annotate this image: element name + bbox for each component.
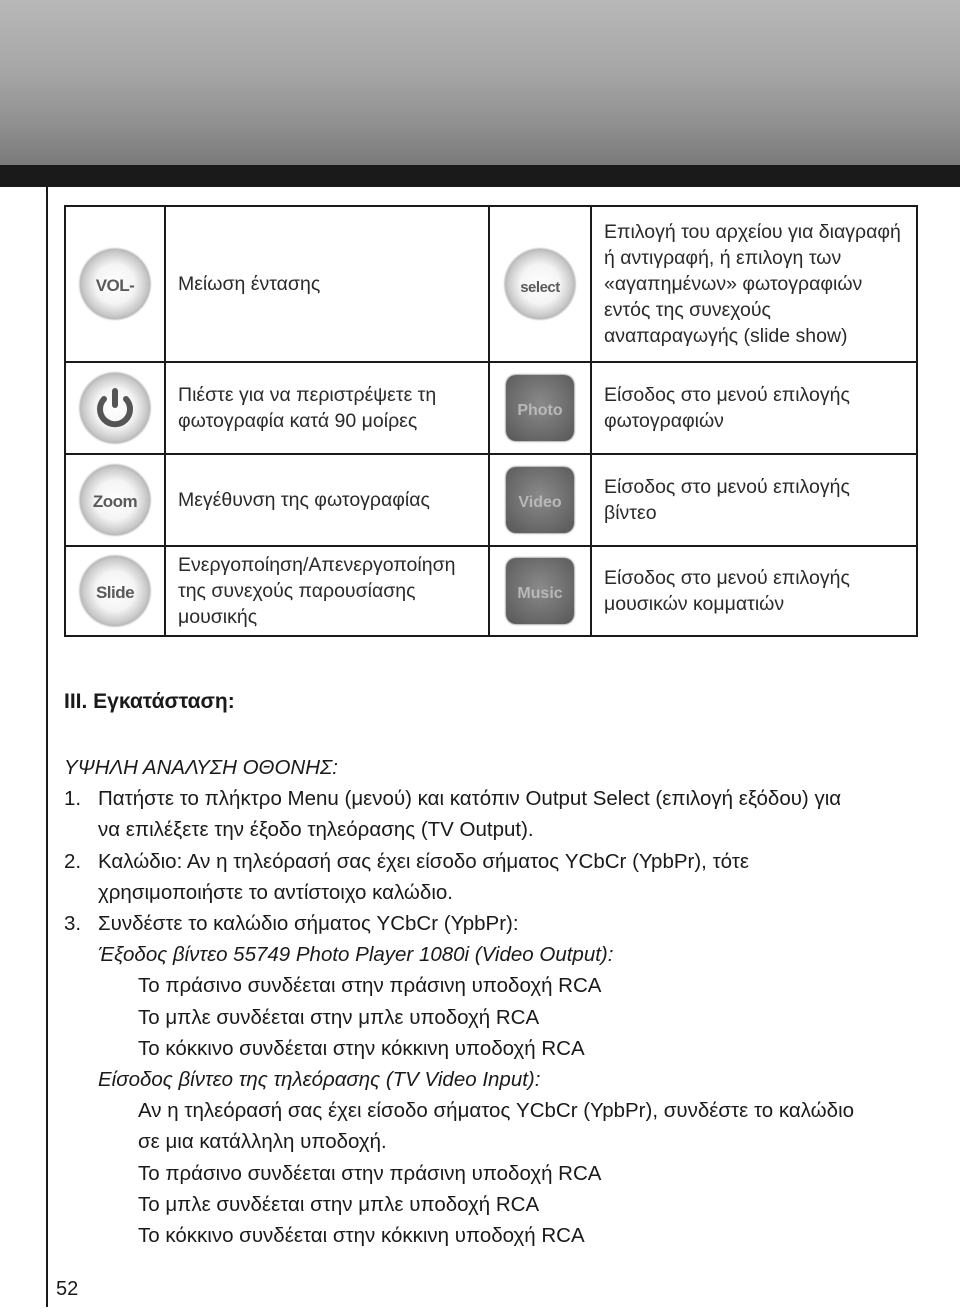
step-number: 3.	[64, 912, 82, 936]
icon-cell	[65, 454, 165, 546]
input-red-line: Το κόκκινο συνδέεται στην κόκκινη υποδοχή RCA	[138, 1224, 585, 1248]
installation-instructions	[64, 752, 924, 1251]
icon-cell	[65, 206, 165, 362]
select-icon: select	[505, 249, 575, 319]
section-heading: III. Εγκατάσταση:	[64, 690, 235, 713]
header-band	[0, 0, 960, 165]
tv-input-label: Είσοδος βίντεο της τηλεόρασης (TV Video Input):	[98, 1068, 541, 1092]
step-3	[64, 908, 924, 939]
step-2	[64, 846, 924, 877]
tv-input-line-2: σε μια κατάλληλη υποδοχή.	[138, 1130, 387, 1154]
step-text: Συνδέστε το καλώδιο σήματος YCbCr (YpbPr):	[98, 912, 519, 936]
photo-icon: Photo	[506, 375, 574, 441]
icon-cell	[65, 546, 165, 636]
video-icon: Video	[506, 467, 574, 533]
step-2-continuation: χρησιμοποιήστε το αντίστοιχο καλώδιο.	[98, 880, 453, 904]
step-text: Πατήστε το πλήκτρο Menu (μενού) και κατόπιν Output Select (επιλογή εξόδου) για	[98, 787, 842, 811]
table-row	[65, 454, 917, 546]
vol-minus-description: Μείωση έντασης	[165, 206, 489, 362]
subheading: ΥΨΗΛΗ ΑΝΑΛΥΣΗ ΟΘΟΝΗΣ:	[64, 756, 338, 779]
input-green-line: Το πράσινο συνδέεται στην πράσινη υποδοχή RCA	[138, 1161, 602, 1185]
zoom-icon: Zoom	[80, 465, 150, 535]
rotate-icon	[80, 373, 150, 443]
button-function-table	[64, 205, 918, 637]
tv-input-line-1: Αν η τηλεόρασή σας έχει είσοδο σήματος YCbCr (YpbPr), συνδέστε το καλώδιο	[138, 1099, 855, 1123]
icon-cell	[65, 362, 165, 454]
table-row	[65, 362, 917, 454]
table-row	[65, 206, 917, 362]
select-description: Επιλογή του αρχείου για διαγραφή ή αντιγραφή, ή επιλογη των «αγαπημένων» φωτογραφιών εντός της συνεχούς αναπαραγωγής (slide show)	[591, 206, 917, 362]
vol-minus-icon: VOL-	[80, 249, 150, 319]
input-blue-line: Το μπλε συνδέεται στην μπλε υποδοχή RCA	[138, 1192, 540, 1216]
slide-icon: Slide	[80, 556, 150, 626]
step-text: Καλώδιο: Αν η τηλεόρασή σας έχει είσοδο σήματος YCbCr (YpbPr), τότε	[98, 849, 750, 873]
header-bar	[0, 165, 960, 187]
step-number: 1.	[64, 787, 82, 811]
margin-line	[46, 187, 48, 1307]
rotate-description: Πιέστε για να περιστρέψετε τη φωτογραφία κατά 90 μοίρες	[165, 362, 489, 454]
output-green-line: Το πράσινο συνδέεται στην πράσινη υποδοχή RCA	[138, 974, 602, 998]
output-blue-line: Το μπλε συνδέεται στην μπλε υποδοχή RCA	[138, 1005, 540, 1029]
icon-cell	[489, 206, 591, 362]
photo-description: Είσοδος στο μενού επιλογής φωτογραφιών	[591, 362, 917, 454]
video-description: Είσοδος στο μενού επιλογής βίντεο	[591, 454, 917, 546]
icon-cell	[489, 454, 591, 546]
icon-cell	[489, 546, 591, 636]
music-description: Είσοδος στο μενού επιλογής μουσικών κομματιών	[591, 546, 917, 636]
step-number: 2.	[64, 849, 82, 873]
music-icon: Music	[506, 558, 574, 624]
video-output-label: Έξοδος βίντεο 55749 Photo Player 1080i (Video Output):	[98, 943, 614, 967]
icon-cell	[489, 362, 591, 454]
table-row	[65, 546, 917, 636]
page-number: 52	[56, 1278, 79, 1300]
slide-description: Ενεργοποίηση/Απενεργοποίηση της συνεχούς παρουσίασης μουσικής	[165, 546, 489, 636]
output-red-line: Το κόκκινο συνδέεται στην κόκκινη υποδοχή RCA	[138, 1036, 585, 1060]
step-1	[64, 783, 924, 814]
step-1-continuation: να επιλέξετε την έξοδο τηλεόρασης (TV Output).	[98, 818, 534, 842]
zoom-description: Μεγέθυνση της φωτογραφίας	[165, 454, 489, 546]
